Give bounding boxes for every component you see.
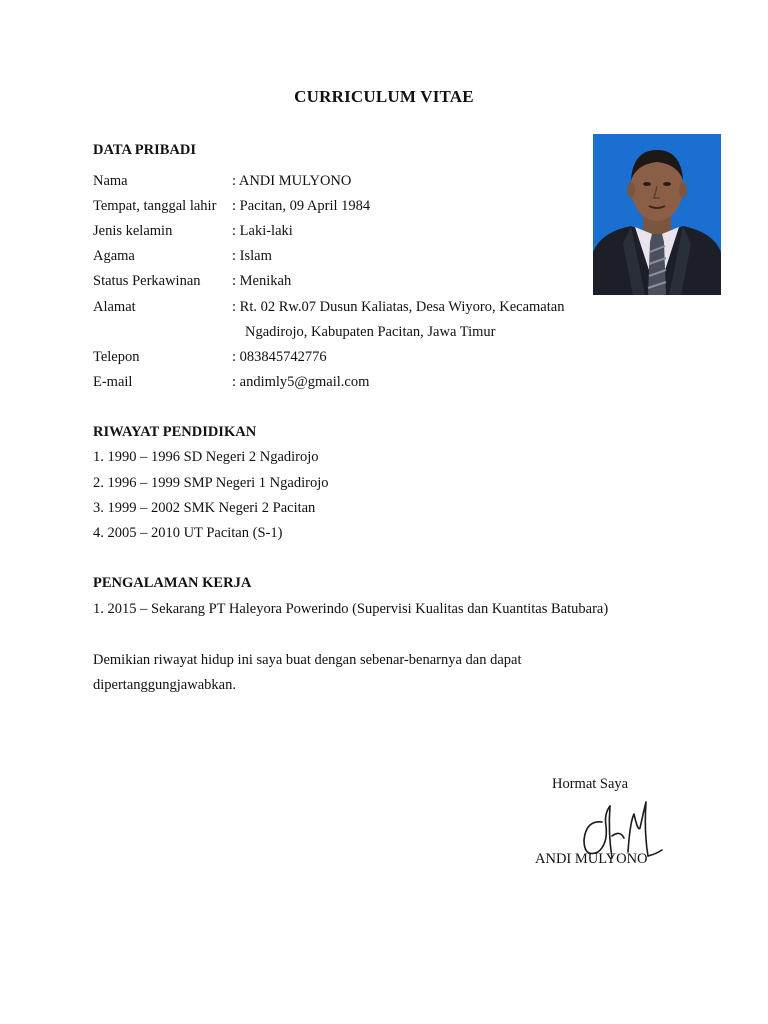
field-label: Jenis kelamin bbox=[93, 223, 173, 239]
field-label: Alamat bbox=[93, 299, 136, 315]
signature-name: ANDI MULYONO bbox=[535, 851, 648, 867]
section-heading-personal: DATA PRIBADI bbox=[93, 142, 196, 158]
education-item: 1. 1990 – 1996 SD Negeri 2 Ngadirojo bbox=[93, 449, 319, 465]
field-value: : Menikah bbox=[232, 273, 292, 289]
field-value: : Rt. 02 Rw.07 Dusun Kaliatas, Desa Wiyoro, Kecamatan bbox=[232, 299, 565, 315]
closing-statement-cont: dipertanggungjawabkan. bbox=[93, 677, 236, 693]
field-label: Status Perkawinan bbox=[93, 273, 201, 289]
closing-statement: Demikian riwayat hidup ini saya buat dengan sebenar-benarnya dan dapat bbox=[93, 652, 522, 668]
field-value: : Pacitan, 09 April 1984 bbox=[232, 198, 371, 214]
profile-photo bbox=[593, 134, 721, 295]
field-label: Telepon bbox=[93, 349, 140, 365]
field-label: E-mail bbox=[93, 374, 133, 390]
experience-item: 1. 2015 – Sekarang PT Haleyora Powerindo (Supervisi Kualitas dan Kuantitas Batubara) bbox=[93, 601, 609, 617]
field-label: Tempat, tanggal lahir bbox=[93, 198, 217, 214]
field-label: Nama bbox=[93, 173, 128, 189]
field-value: : ANDI MULYONO bbox=[232, 173, 352, 189]
section-heading-education: RIWAYAT PENDIDIKAN bbox=[93, 424, 257, 440]
field-value: : Islam bbox=[232, 248, 272, 264]
field-value: : 083845742776 bbox=[232, 349, 327, 365]
cv-title: CURRICULUM VITAE bbox=[294, 87, 474, 106]
field-value: : andimly5@gmail.com bbox=[232, 374, 370, 390]
education-item: 2. 1996 – 1999 SMP Negeri 1 Ngadirojo bbox=[93, 475, 329, 491]
education-item: 3. 1999 – 2002 SMK Negeri 2 Pacitan bbox=[93, 500, 316, 516]
education-item: 4. 2005 – 2010 UT Pacitan (S-1) bbox=[93, 525, 283, 541]
signature-greeting: Hormat Saya bbox=[552, 776, 629, 792]
field-value: : Laki-laki bbox=[232, 223, 293, 239]
field-value-cont: Ngadirojo, Kabupaten Pacitan, Jawa Timur bbox=[245, 324, 496, 340]
section-heading-experience: PENGALAMAN KERJA bbox=[93, 575, 252, 591]
field-label: Agama bbox=[93, 248, 135, 264]
